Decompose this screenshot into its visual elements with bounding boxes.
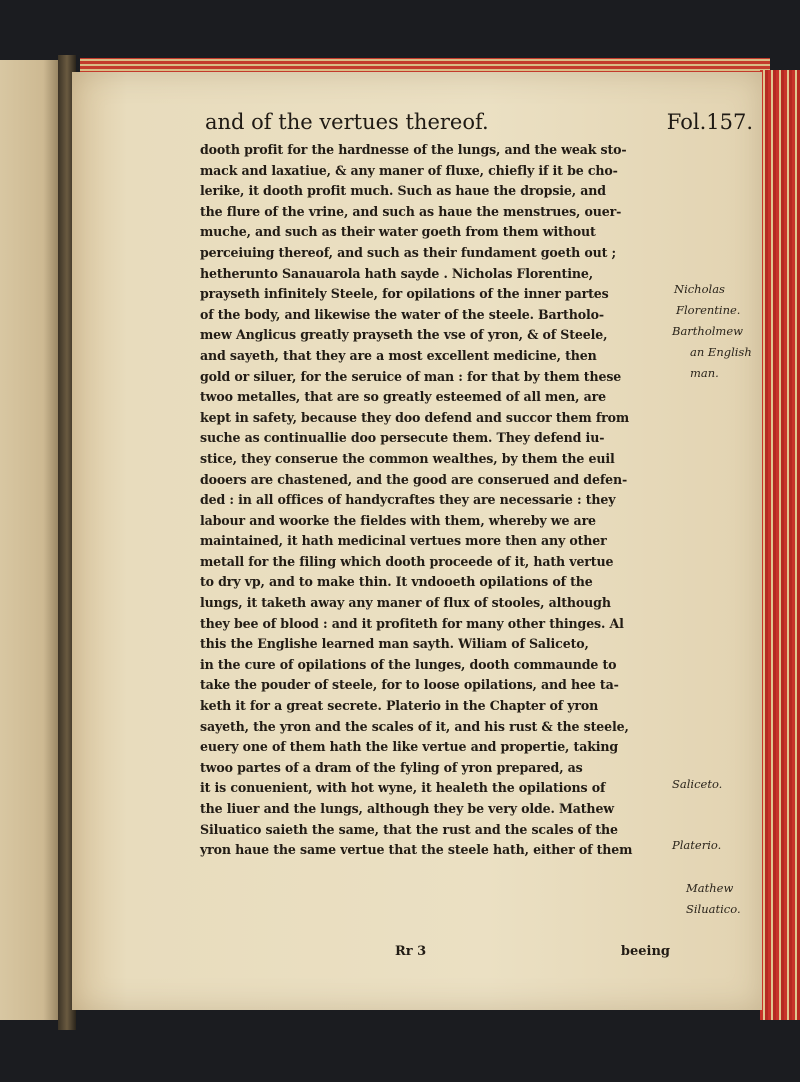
text-line: perceiuing thereof, and such as their fundament goeth out ; [200, 244, 617, 260]
text-line: dooth profit for the hardnesse of the lungs, and the weak sto- [200, 142, 627, 157]
text-line: this the Englishe learned man sayth. Wiliam of Saliceto, [200, 636, 589, 652]
running-title: and of the vertues thereof. [205, 110, 489, 134]
text-line: the liuer and the lungs, although they be very olde. Mathew [200, 801, 614, 816]
text-line: mack and laxatiue, & any maner of fluxe, chiefly if it be cho- [200, 162, 618, 178]
text-line: it is conuenient, with hot wyne, it healeth the opilations of [200, 780, 606, 796]
page-footer [200, 944, 670, 966]
body-text [200, 140, 670, 861]
text-line: maintained, it hath medicinal vertues more then any other [200, 533, 607, 549]
text-line: the flure of the vrine, and such as haue the menstrues, ouer- [200, 203, 622, 219]
text-line: they bee of blood : and it profiteth for many other thinges. Al [200, 615, 624, 631]
marginal-note-englishman-2: man. [690, 366, 719, 380]
text-line: of the body, and likewise the water of the steele. Bartholo- [200, 306, 604, 322]
text-line: hetherunto Sanauarola hath sayde . Nicholas Florentine, [200, 265, 593, 281]
text-line: prayseth infinitely Steele, for opilations of the inner partes [200, 286, 609, 302]
marginal-note-mathew: Mathew [686, 881, 734, 895]
marginal-note-englishman-1: an English [690, 345, 752, 359]
text-line: ded : in all offices of handycraftes they are necessarie : they [200, 492, 616, 508]
text-line: take the pouder of steele, for to loose opilations, and hee ta- [200, 677, 619, 693]
previous-page-edge [0, 60, 62, 1020]
text-line: suche as continuallie doo persecute them. They defend iu- [200, 430, 605, 446]
text-line: muche, and such as their water goeth from them without [200, 224, 596, 240]
catchword: beeing [620, 944, 670, 959]
signature-mark: Rr 3 [395, 944, 427, 959]
marginal-note-platerio: Platerio. [672, 838, 722, 852]
text-line: and sayeth, that they are a most excellent medicine, then [200, 347, 597, 363]
text-line: yron haue the same vertue that the steele hath, either of them [200, 842, 633, 858]
text-line: in the cure of opilations of the lunges, dooth commaunde to [200, 656, 617, 672]
text-line: keth it for a great secrete. Platerio in the Chapter of yron [200, 698, 599, 714]
running-header [205, 110, 753, 142]
text-line: stice, they conserue the common wealthes, by them the euil [200, 450, 615, 466]
marginal-note-saliceto: Saliceto. [672, 777, 723, 791]
text-line: twoo metalles, that are so greatly esteemed of all men, are [200, 389, 606, 405]
marginal-note-nicholas: Nicholas [674, 282, 725, 296]
text-line: labour and woorke the fieldes with them, whereby we are [200, 512, 596, 528]
text-line: twoo partes of a dram of the fyling of yron prepared, as [200, 759, 583, 775]
text-line: mew Anglicus greatly prayseth the vse of yron, & of Steele, [200, 327, 608, 343]
text-line: kept in safety, because they doo defend and succor them from [200, 409, 629, 425]
text-line: lungs, it taketh away any maner of flux of stooles, although [200, 595, 611, 611]
folio-number: Fol.157. [666, 110, 753, 134]
text-line: gold or siluer, for the seruice of man : for that by them these [200, 368, 622, 384]
text-line: euery one of them hath the like vertue and propertie, taking [200, 739, 619, 755]
text-line: metall for the filing which dooth proceede of it, hath vertue [200, 553, 614, 569]
marginal-note-siluatico: Siluatico. [686, 902, 741, 916]
text-line: Siluatico saieth the same, that the rust and the scales of the [200, 821, 618, 837]
fore-edge-pages [760, 70, 800, 1020]
text-line: lerike, it dooth profit much. Such as haue the dropsie, and [200, 183, 606, 199]
text-line: to dry vp, and to make thin. It vndooeth opilations of the [200, 574, 593, 590]
text-line: sayeth, the yron and the scales of it, and his rust & the steele, [200, 718, 629, 734]
text-line: dooers are chastened, and the good are conserued and defen- [200, 471, 628, 487]
marginal-note-bartholmew: Bartholmew [672, 324, 743, 338]
marginal-note-florentine: Florentine. [676, 303, 741, 317]
